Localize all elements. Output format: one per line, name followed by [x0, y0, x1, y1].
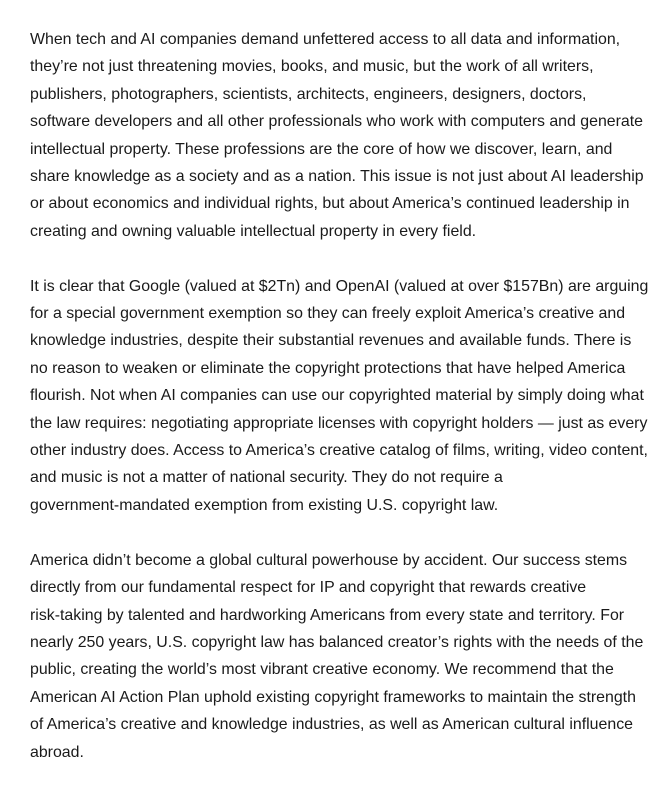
paragraph-line: risk-taking by talented and hardworking Americans from every state and territory. For	[30, 606, 625, 624]
paragraph-line: no reason to weaken or eliminate the copyright protections that have helped America	[30, 359, 626, 377]
paragraph-line: flourish. Not when AI companies can use our copyrighted material by simply doing what	[30, 387, 644, 405]
paragraph-line: When tech and AI companies demand unfettered access to all data and information,	[30, 31, 621, 48]
paragraph-line: It is clear that Google (valued at $2Tn) and OpenAI (valued at over $157Bn) are arguing	[30, 277, 649, 295]
paragraph-line: or about economics and individual rights, but about America’s continued leadership in	[30, 195, 630, 213]
paragraph-2	[30, 273, 665, 520]
paragraph-1	[30, 26, 665, 245]
paragraph-line: knowledge industries, despite their substantial revenues and available funds. There is	[30, 332, 632, 350]
paragraph-line: abroad.	[30, 743, 84, 761]
paragraph-line: the law requires: negotiating appropriate licenses with copyright holders — just as every	[30, 414, 648, 432]
paragraph-line: they’re not just threatening movies, books, and music, but the work of all writers,	[30, 58, 594, 76]
paragraph-line: share knowledge as a society and as a nation. This issue is not just about AI leadership	[30, 168, 644, 186]
paragraph-line: directly from our fundamental respect for IP and copyright that rewards creative	[30, 579, 587, 597]
paragraph-line: and music is not a matter of national security. They do not require a	[30, 469, 503, 487]
paragraph-line: for a special government exemption so they can freely exploit America’s creative and	[30, 305, 626, 323]
document-body	[30, 26, 665, 793]
paragraph-line: intellectual property. These professions are the core of how we discover, learn, and	[30, 140, 613, 158]
paragraph-line: publishers, photographers, scientists, architects, engineers, designers, doctors,	[30, 85, 587, 103]
paragraph-line: American AI Action Plan uphold existing copyright frameworks to maintain the strength	[30, 688, 636, 706]
paragraph-line: other industry does. Access to America’s creative catalog of films, writing, video content,	[30, 442, 648, 460]
paragraph-3	[30, 547, 665, 766]
paragraph-line: public, creating the world’s most vibrant creative economy. We recommend that the	[30, 661, 614, 679]
paragraph-line: America didn’t become a global cultural powerhouse by accident. Our success stems	[30, 551, 628, 569]
paragraph-line: of America’s creative and knowledge industries, as well as American cultural influence	[30, 716, 633, 734]
paragraph-line: creating and owning valuable intellectual property in every field.	[30, 222, 477, 240]
paragraph-line: software developers and all other professionals who work with computers and generate	[30, 113, 644, 131]
paragraph-line: government-mandated exemption from existing U.S. copyright law.	[30, 496, 499, 514]
paragraph-line: nearly 250 years, U.S. copyright law has balanced creator’s rights with the needs of the	[30, 633, 644, 651]
